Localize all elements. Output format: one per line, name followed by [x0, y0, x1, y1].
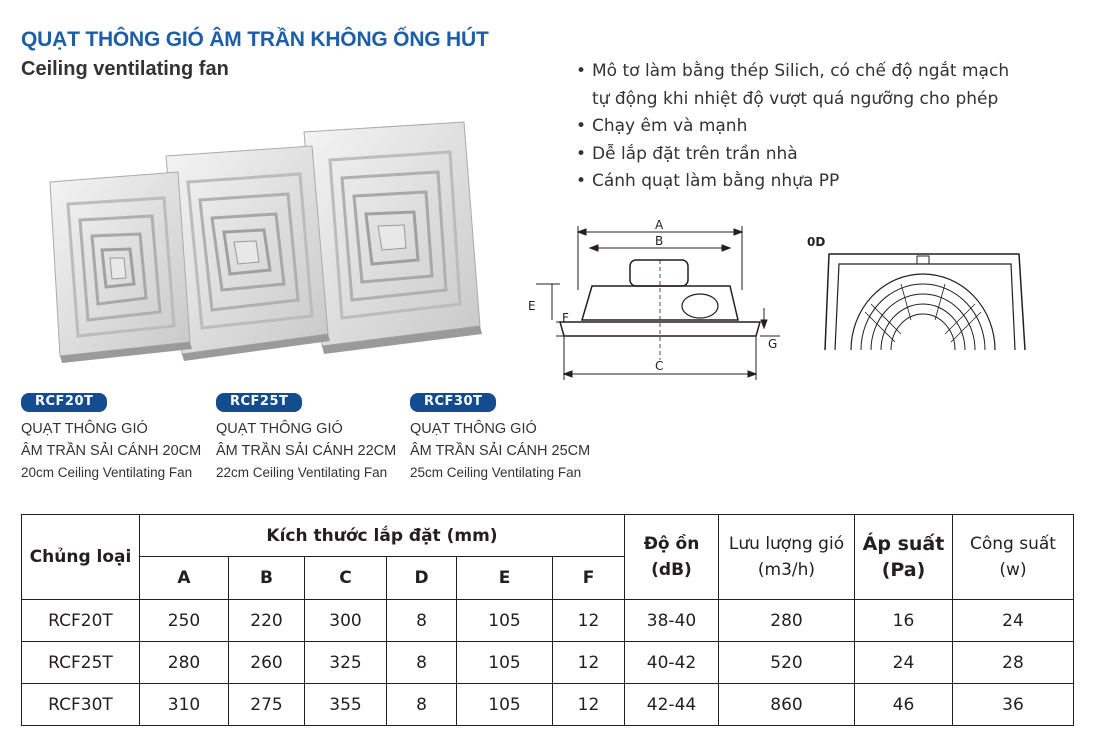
model-card	[216, 390, 396, 484]
cell-model: RCF20T	[22, 600, 140, 642]
col-header-pressure	[855, 515, 953, 600]
model-badge: RCF30T	[410, 393, 496, 412]
cell-flow: 860	[719, 684, 855, 726]
cell-c: 300	[305, 600, 387, 642]
cell-flow: 520	[719, 642, 855, 684]
cell-noise: 40-42	[625, 642, 719, 684]
model-badge: RCF20T	[21, 393, 107, 412]
cell-e: 105	[457, 600, 553, 642]
cell-d: 8	[387, 600, 457, 642]
col-header-f: F	[553, 557, 625, 600]
feature-item: • Dễ lắp đặt trên trần nhà	[576, 141, 1009, 169]
model-name-vn: QUẠT THÔNG GIÓ	[410, 421, 537, 437]
cell-power: 28	[953, 642, 1074, 684]
cell-model: RCF25T	[22, 642, 140, 684]
model-name-vn: QUẠT THÔNG GIÓ	[21, 421, 148, 437]
cell-b: 275	[229, 684, 305, 726]
col-header-c: C	[305, 557, 387, 600]
table-row	[22, 684, 1074, 726]
model-card	[21, 390, 201, 484]
table-row	[22, 600, 1074, 642]
cell-b: 220	[229, 600, 305, 642]
cell-a: 250	[140, 600, 229, 642]
model-badge: RCF25T	[216, 393, 302, 412]
dimension-drawing-front	[805, 232, 1035, 362]
cell-b: 260	[229, 642, 305, 684]
feature-list	[576, 58, 1009, 196]
label-b: B	[655, 234, 664, 248]
table-row	[22, 642, 1074, 684]
feature-item: • Cánh quạt làm bằng nhựa PP	[576, 168, 1009, 196]
model-name-vn: ÂM TRẦN SẢI CÁNH 25CM	[410, 443, 591, 459]
cell-power: 36	[953, 684, 1074, 726]
col-header-power-unit: (w)	[999, 560, 1027, 580]
col-header-flow	[719, 515, 855, 600]
model-name-en: 20cm Ceiling Ventilating Fan	[21, 465, 193, 480]
cell-flow: 280	[719, 600, 855, 642]
cell-a: 310	[140, 684, 229, 726]
col-header-noise-label: Độ ồn	[643, 534, 700, 554]
label-g: G	[768, 337, 778, 351]
col-header-pressure-label: Áp suất	[862, 533, 945, 555]
feature-item: • Chạy êm và mạnh	[576, 113, 1009, 141]
cell-c: 355	[305, 684, 387, 726]
col-header-flow-unit: (m3/h)	[757, 560, 816, 580]
model-name-en: 22cm Ceiling Ventilating Fan	[216, 465, 388, 480]
label-f: F	[562, 311, 569, 325]
cell-f: 12	[553, 600, 625, 642]
product-photo	[30, 120, 500, 380]
model-name-vn: ÂM TRẦN SẢI CÁNH 20CM	[21, 443, 202, 459]
label-e: E	[528, 299, 536, 313]
page-title: QUẠT THÔNG GIÓ ÂM TRẦN KHÔNG ỐNG HÚT	[21, 28, 489, 51]
page-subtitle: Ceiling ventilating fan	[21, 58, 229, 80]
grille-small	[50, 172, 192, 363]
col-header-e: E	[457, 557, 553, 600]
model-name-vn: QUẠT THÔNG GIÓ	[216, 421, 343, 437]
feature-item-continued: tự động khi nhiệt độ vượt quá ngưỡng cho phép	[592, 88, 999, 109]
cell-c: 325	[305, 642, 387, 684]
col-header-a: A	[140, 557, 229, 600]
feature-item: • Mô tơ làm bằng thép Silich, có chế độ ngắt mạch	[576, 58, 1009, 86]
cell-f: 12	[553, 684, 625, 726]
cell-e: 105	[457, 684, 553, 726]
cell-pressure: 24	[855, 642, 953, 684]
cell-pressure: 16	[855, 600, 953, 642]
model-name-en: 25cm Ceiling Ventilating Fan	[410, 465, 582, 480]
cell-pressure: 46	[855, 684, 953, 726]
cell-noise: 42-44	[625, 684, 719, 726]
grille-large	[304, 122, 482, 354]
grille-medium	[166, 146, 330, 361]
model-card	[410, 390, 590, 484]
col-header-flow-label: Lưu lượng gió	[728, 534, 845, 554]
cell-e: 105	[457, 642, 553, 684]
col-header-power-label: Công suất	[970, 534, 1056, 554]
col-header-d: D	[387, 557, 457, 600]
col-header-b: B	[229, 557, 305, 600]
col-header-model: Chủng loại	[22, 515, 140, 600]
cell-d: 8	[387, 684, 457, 726]
cell-model: RCF30T	[22, 684, 140, 726]
col-header-noise-unit: (dB)	[651, 560, 692, 580]
col-header-noise	[625, 515, 719, 600]
cell-f: 12	[553, 642, 625, 684]
label-d: 0D	[807, 235, 826, 249]
label-a: A	[655, 218, 664, 232]
col-header-pressure-unit: (Pa)	[881, 559, 926, 581]
label-c: C	[655, 359, 664, 373]
dimension-drawing-side	[520, 210, 800, 390]
cell-noise: 38-40	[625, 600, 719, 642]
spec-table	[21, 514, 1074, 726]
col-header-power	[953, 515, 1074, 600]
col-header-dimensions: Kích thước lắp đặt (mm)	[140, 515, 625, 557]
cell-d: 8	[387, 642, 457, 684]
cell-a: 280	[140, 642, 229, 684]
model-name-vn: ÂM TRẦN SẢI CÁNH 22CM	[216, 443, 397, 459]
cell-power: 24	[953, 600, 1074, 642]
